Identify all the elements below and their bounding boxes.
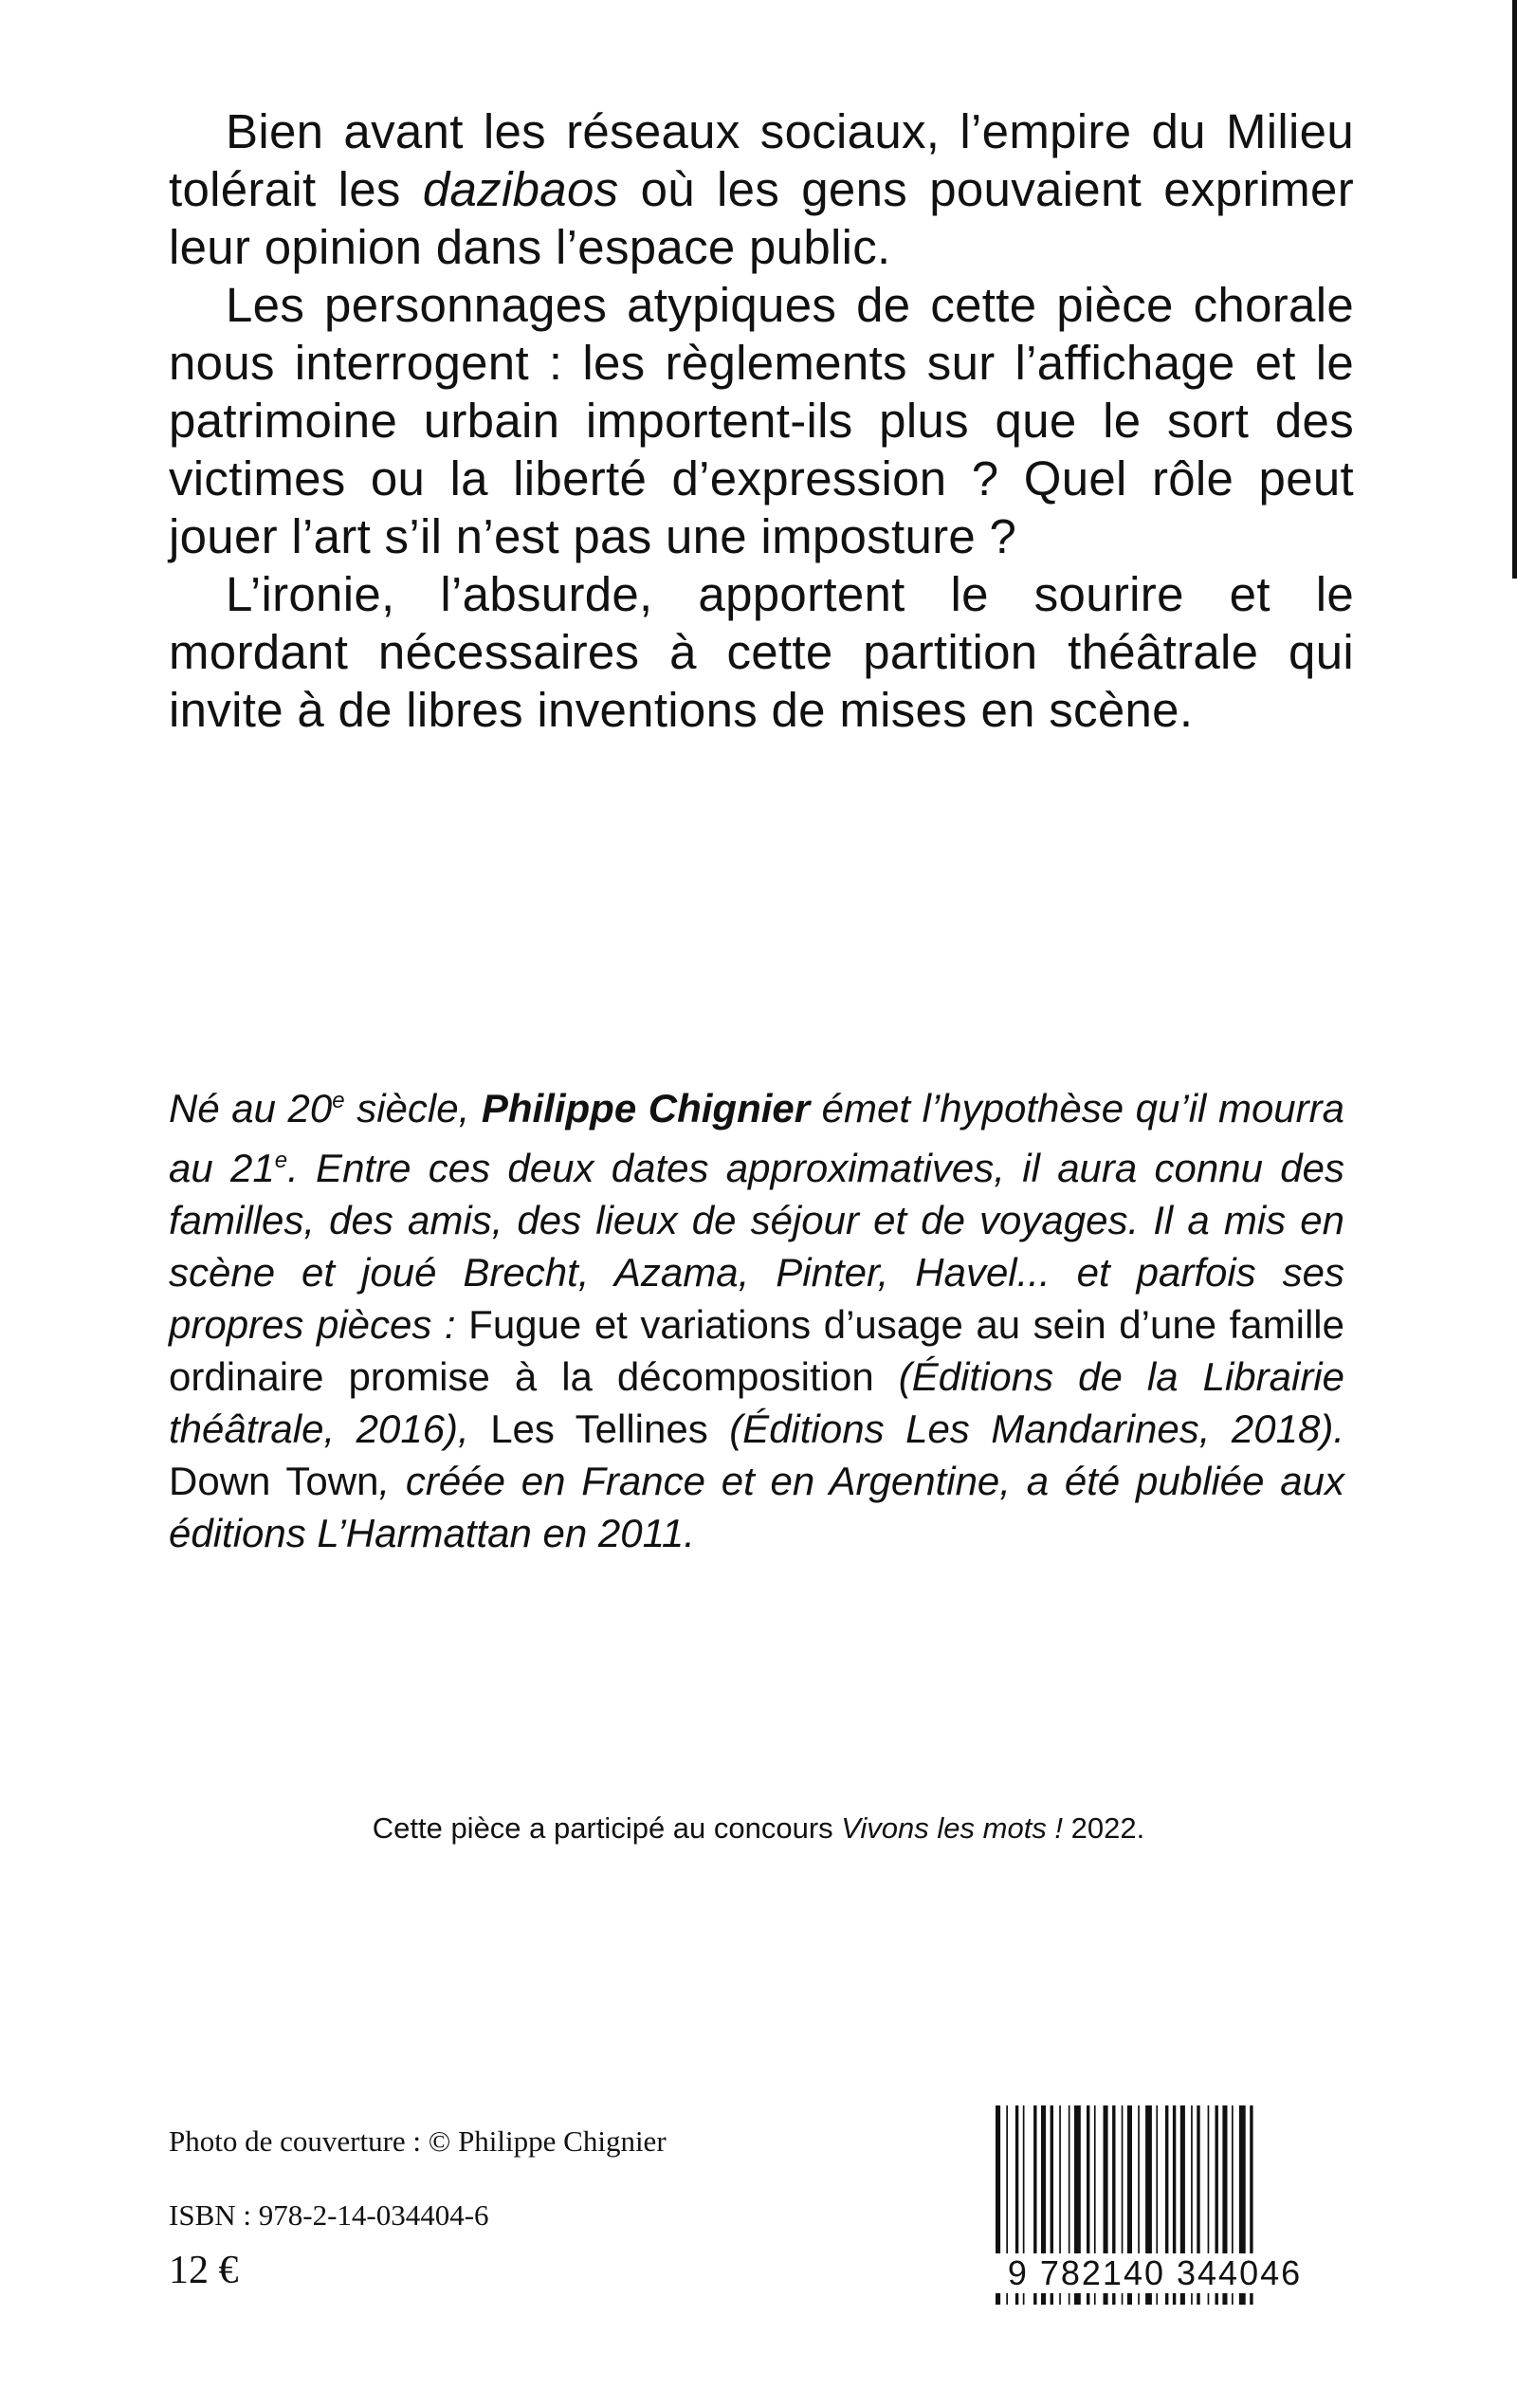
barcode-digits: 9 782140 344046: [975, 2253, 1335, 2293]
spine-edge-line: [1512, 0, 1517, 579]
author-name: Philippe Chignier: [481, 1086, 811, 1130]
blurb-paragraph-3: L’ironie, l’absurde, apportent le sourire et le mordant nécessaires à cette partition théâtrale qui invite à de libres inventions de mises en scène.: [169, 567, 1354, 737]
blurb-paragraph-2: Les personnages atypiques de cette pièce chorale nous interrogent : les règlements sur l’affichage et le patrimoine urbain importent-ils plus que le sort des victimes ou la liberté d’expression ? Quel rôle peut jouer l’art s’il n’est pas une imposture ?: [169, 278, 1354, 563]
author-biography: [169, 1075, 1344, 1559]
bio-paragraph: Né au 20e siècle, Philippe Chignier émet l’hypothèse qu’il mourra au 21e. Entre ces deux dates approximatives, il aura connu des familles, des amis, des lieux de séjour et de voyages. Il a mis en scène et joué Brecht, Azama, Pinter, Havel... et parfois ses propres pièces : Fugue et variations d’usage au sein d’une famille ordinaire promise à la décomposition (Éditions de la Librairie théâtrale, 2016), Les Tellines (Éditions Les Mandarines, 2018). Down Town, créée en France et en Argentine, a été publiée aux éditions L’Harmattan en 2011.: [169, 1086, 1345, 1555]
isbn: ISBN : 978-2-14-034404-6: [169, 2198, 489, 2232]
work-title-tellines: Les Tellines: [490, 1406, 708, 1451]
work-title-downtown: Down Town: [169, 1459, 379, 1503]
contest-name: Vivons les mots !: [841, 1811, 1064, 1845]
photo-credit: Photo de couverture : © Philippe Chignier: [169, 2124, 667, 2158]
work-title-fugue: Fugue et variations d’usage au sein d’une famille ordinaire promise à la décomposition: [169, 1302, 1344, 1399]
blurb-paragraph-1: Bien avant les réseaux sociaux, l’empire du Milieu tolérait les dazibaos où les gens pouvaient exprimer leur opinion dans l’espace public.: [169, 104, 1354, 274]
back-cover-blurb: [169, 102, 1354, 739]
dazibaos-term: dazibaos: [422, 162, 619, 216]
contest-note: Cette pièce a participé au concours Vivons les mots ! 2022.: [372, 1811, 1145, 1845]
price: 12 €: [169, 2249, 239, 2292]
